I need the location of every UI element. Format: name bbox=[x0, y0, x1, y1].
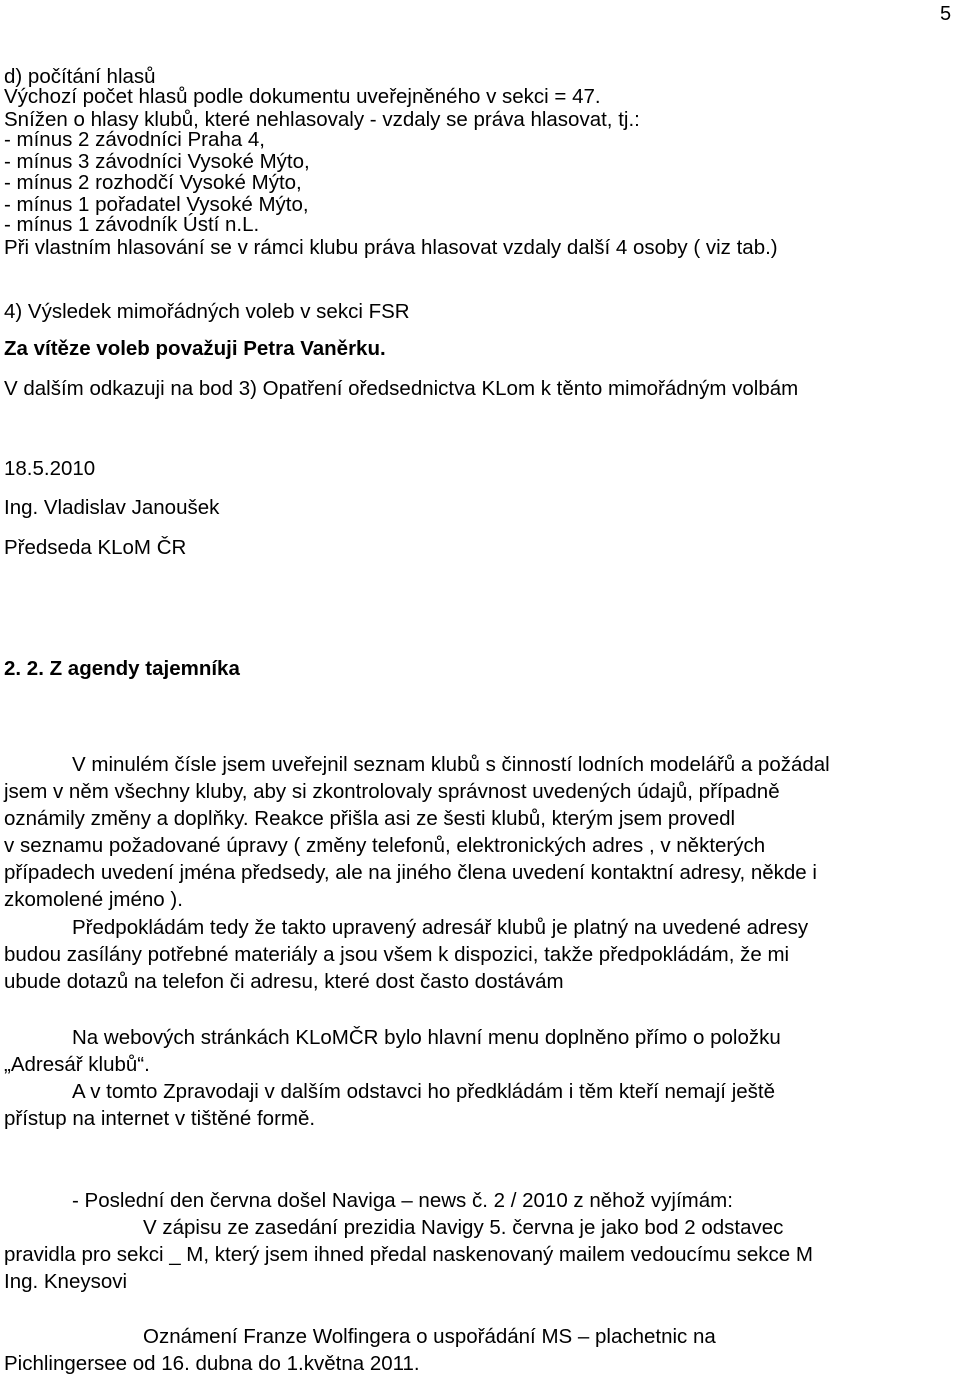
voting-line: Snížen o hlasy klubů, které nehlasovaly - vzdaly se práva hlasovat, tj.: bbox=[4, 108, 640, 131]
paragraph-line: ubude dotazů na telefon či adresu, které dost často dostávám bbox=[4, 970, 564, 993]
section-heading: 2. 2. Z agendy tajemníka bbox=[4, 657, 240, 680]
paragraph-line: A v tomto Zpravodaji v dalším odstavci ho předkládám i těm kteří nemají ještě bbox=[72, 1080, 775, 1103]
result-heading: 4) Výsledek mimořádných voleb v sekci FSR bbox=[4, 300, 410, 323]
voting-note: Při vlastním hlasování se v rámci klubu práva hlasovat vzdaly další 4 osoby ( viz tab.) bbox=[4, 236, 778, 259]
voting-line: - mínus 2 závodníci Praha 4, bbox=[4, 128, 265, 151]
paragraph-line: oznámily změny a doplňky. Reakce přišla asi ze šesti klubů, kterým jsem provedl bbox=[4, 807, 736, 830]
paragraph-line: V zápisu ze zasedání prezidia Navigy 5. června je jako bod 2 odstavec bbox=[143, 1216, 784, 1239]
paragraph-line: Na webových stránkách KLoMČR bylo hlavní menu doplněno přímo o položku bbox=[72, 1026, 781, 1049]
paragraph-line: přístup na internet v tištěné formě. bbox=[4, 1107, 316, 1130]
paragraph-line: - Poslední den června došel Naviga – news č. 2 / 2010 z něhož vyjímám: bbox=[72, 1189, 733, 1212]
paragraph-line: případech uvedení jména předsedy, ale na jiného člena uvedení kontaktní adresy, někde i bbox=[4, 861, 817, 884]
signature-name: Ing. Vladislav Janoušek bbox=[4, 496, 220, 519]
winner-statement: Za vítěze voleb považuji Petra Vaněrku. bbox=[4, 337, 386, 360]
paragraph-line: Ing. Kneysovi bbox=[4, 1270, 128, 1293]
voting-line: - mínus 1 závodník Ústí n.L. bbox=[4, 213, 260, 236]
voting-line: - mínus 1 pořadatel Vysoké Mýto, bbox=[4, 193, 309, 216]
voting-line: Výchozí počet hlasů podle dokumentu uveřejněného v sekci = 47. bbox=[4, 85, 601, 108]
paragraph-line: zkomolené jméno ). bbox=[4, 888, 183, 911]
voting-heading: d) počítání hlasů bbox=[4, 65, 156, 88]
paragraph-line: V minulém čísle jsem uveřejnil seznam klubů s činností lodních modelářů a požádal bbox=[72, 753, 830, 776]
paragraph-line: „Adresář klubů“. bbox=[4, 1053, 150, 1076]
paragraph-line: jsem v něm všechny kluby, aby si zkontrolovaly správnost uvedených údajů, případně bbox=[4, 780, 780, 803]
page-number: 5 bbox=[940, 3, 952, 25]
paragraph-line: v seznamu požadované úpravy ( změny telefonů, elektronických adres , v některých bbox=[4, 834, 766, 857]
paragraph-line: Předpokládám tedy že takto upravený adresář klubů je platný na uvedené adresy bbox=[72, 916, 809, 939]
paragraph-line: budou zasílány potřebné materiály a jsou všem k dispozici, takže předpokládám, že mi bbox=[4, 943, 790, 966]
reference-statement: V dalším odkazuji na bod 3) Opatření oředsednictva KLom k těnto mimořádným volbám bbox=[4, 377, 799, 400]
voting-line: - mínus 3 závodníci Vysoké Mýto, bbox=[4, 150, 310, 173]
signature-role: Předseda KLoM ČR bbox=[4, 536, 187, 559]
signature-date: 18.5.2010 bbox=[4, 457, 96, 480]
voting-line: - mínus 2 rozhodčí Vysoké Mýto, bbox=[4, 171, 302, 194]
paragraph-line: Pichlingersee od 16. dubna do 1.května 2011. bbox=[4, 1352, 420, 1375]
paragraph-line: Oznámení Franze Wolfingera o uspořádání MS – plachetnic na bbox=[143, 1325, 716, 1348]
paragraph-line: pravidla pro sekci _ M, který jsem ihned předal naskenovaný mailem vedoucímu sekce M bbox=[4, 1243, 813, 1266]
